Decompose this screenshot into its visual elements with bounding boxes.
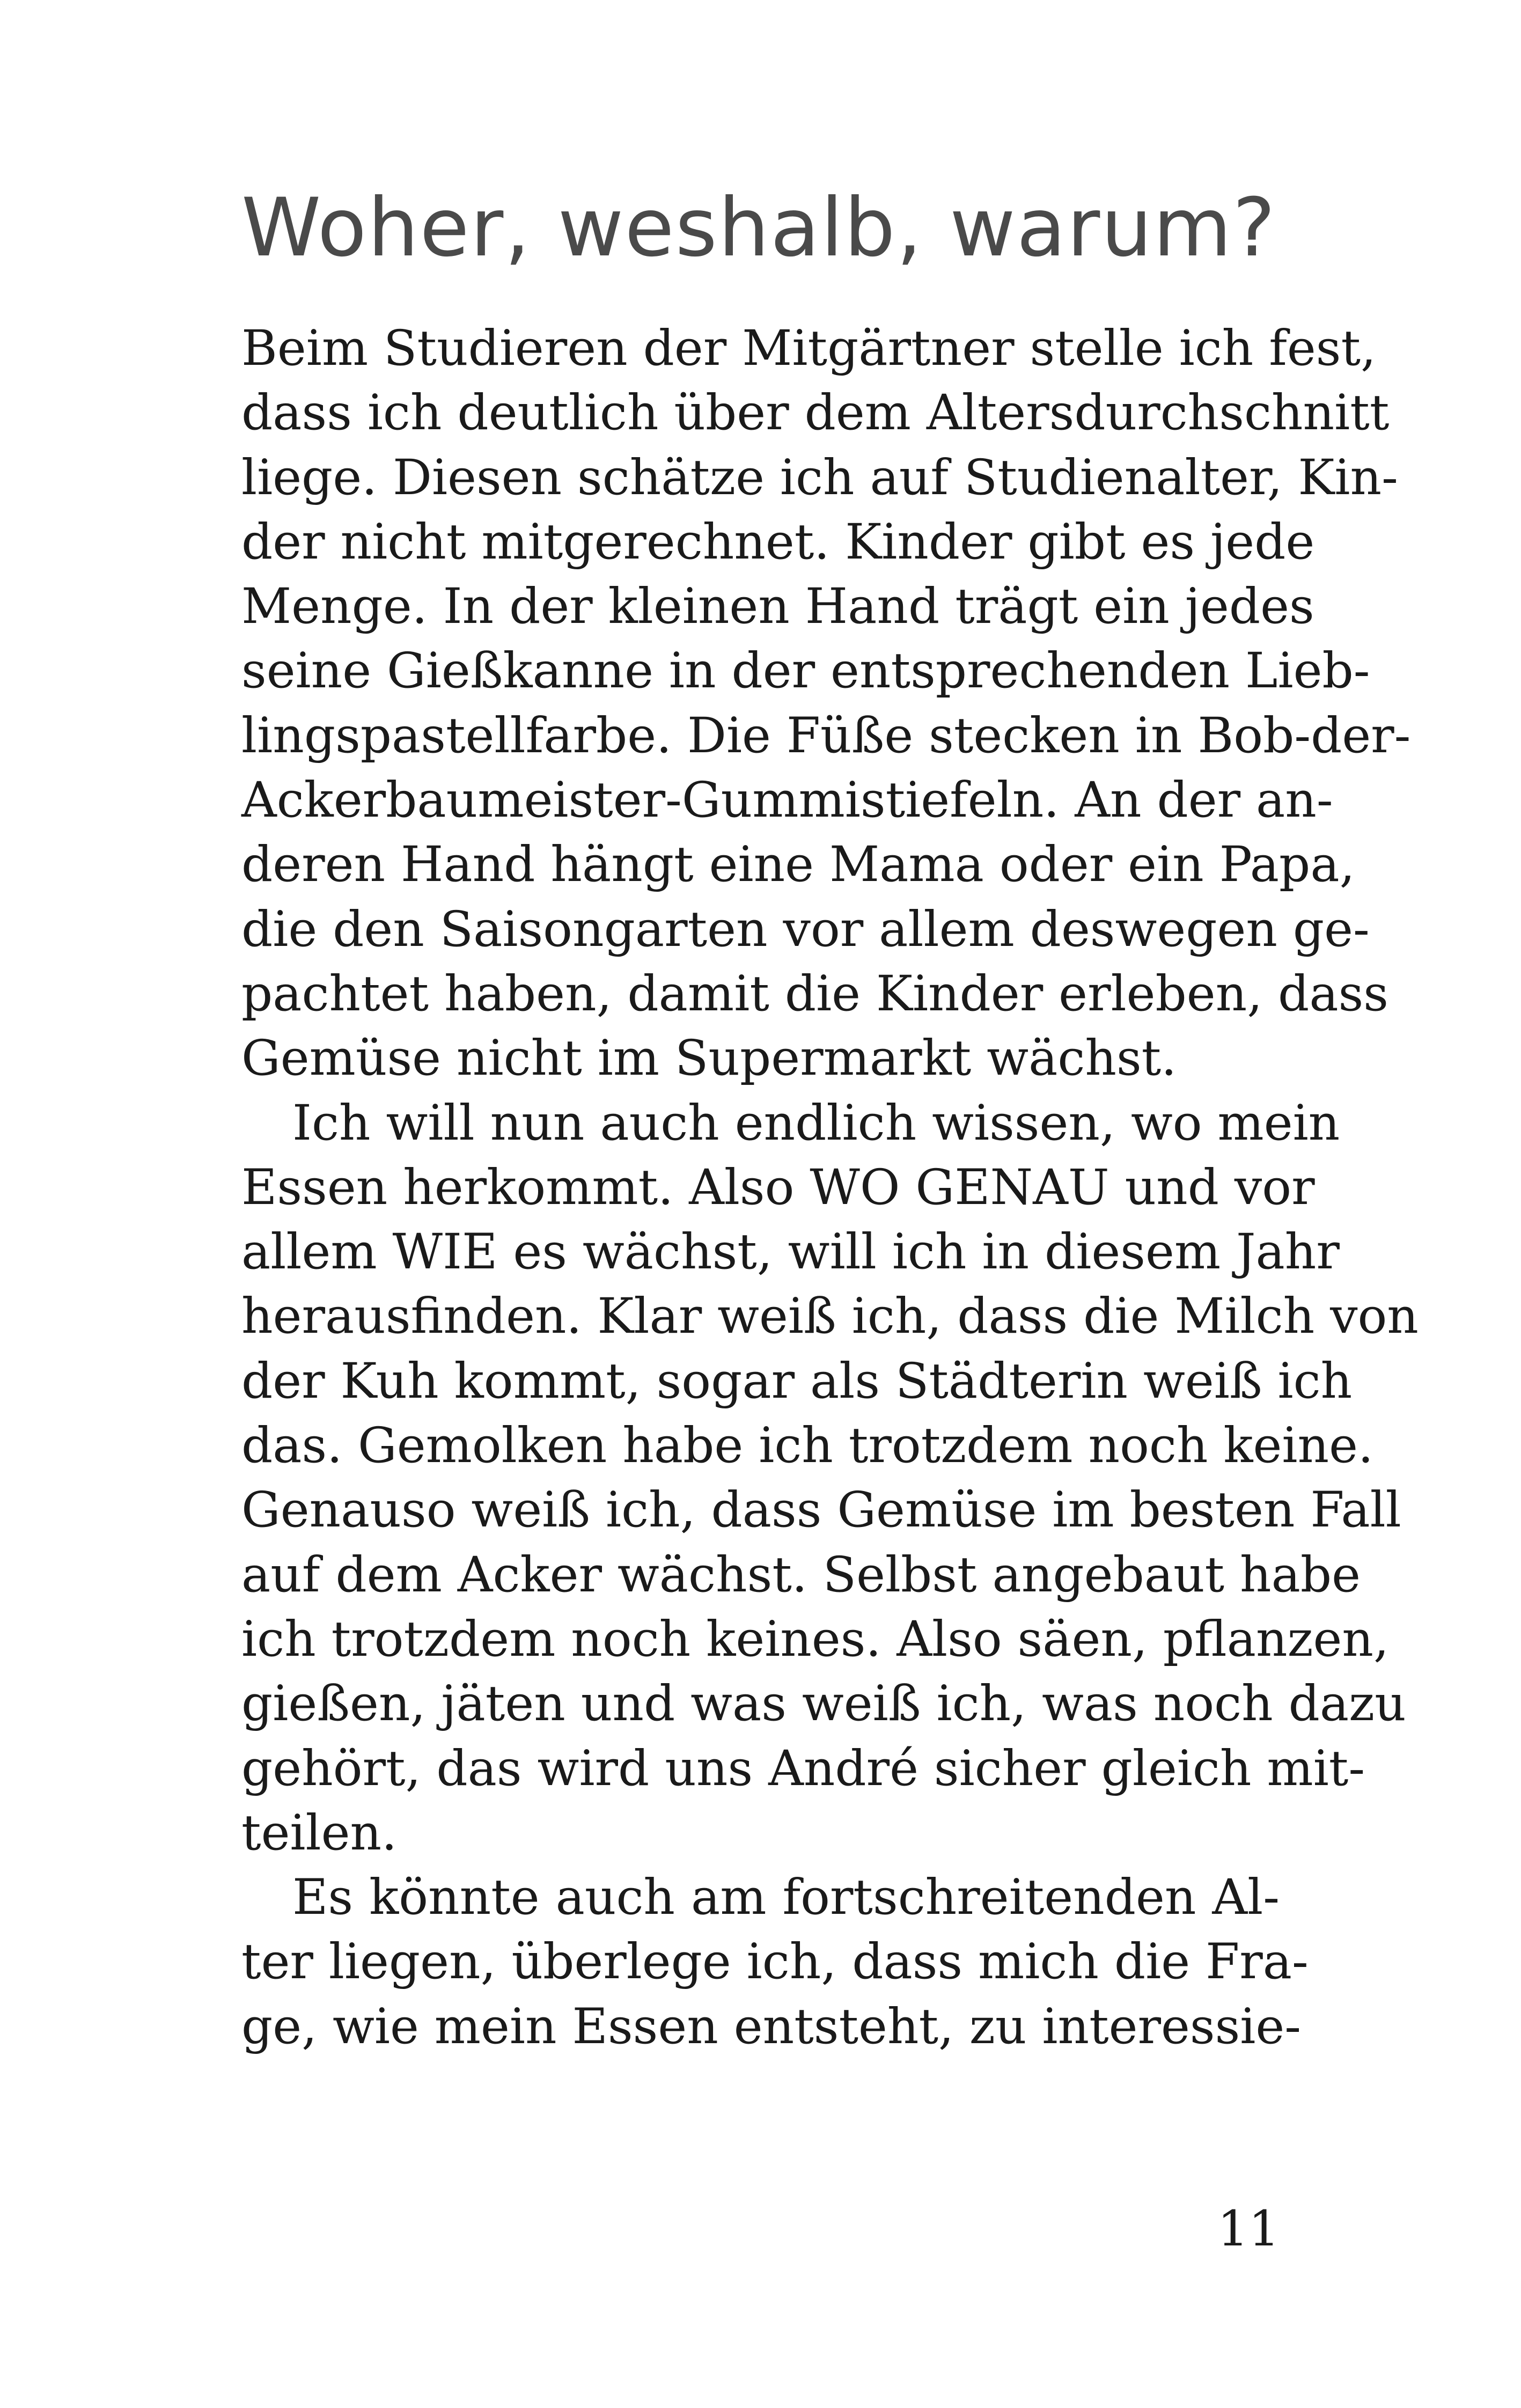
paragraph xyxy=(241,1866,1309,2059)
paragraph xyxy=(241,317,1411,1091)
text-line: lingspastellfarbe. Die Füße stecken in Bob-der- xyxy=(241,707,1411,764)
page-number: 11 xyxy=(1217,2201,1280,2257)
text-line: die den Saisongarten vor allem deswegen ge- xyxy=(241,901,1370,958)
text-line: Menge. In der kleinen Hand trägt ein jedes xyxy=(241,578,1314,635)
text-line: seine Gießkanne in der entsprechenden Lieb- xyxy=(241,643,1370,700)
body-text xyxy=(241,317,1419,2059)
text-line: Genauso weiß ich, dass Gemüse im besten Fall xyxy=(241,1482,1401,1539)
text-line: deren Hand hängt eine Mama oder ein Papa, xyxy=(241,836,1355,893)
text-line: der nicht mitgerechnet. Kinder gibt es jede xyxy=(241,513,1315,570)
text-line: Essen herkommt. Also WO GENAU und vor xyxy=(241,1159,1315,1216)
text-line: allem WIE es wächst, will ich in diesem Jahr xyxy=(241,1224,1340,1281)
text-line: teilen. xyxy=(241,1804,398,1861)
text-line: herausfinden. Klar weiß ich, dass die Milch von xyxy=(241,1288,1419,1345)
chapter-title: Woher, weshalb, warum? xyxy=(241,181,1277,275)
text-line: gehört, das wird uns André sicher gleich mit- xyxy=(241,1740,1365,1797)
text-line: das. Gemolken habe ich trotzdem noch keine. xyxy=(241,1418,1373,1474)
text-line: pachtet haben, damit die Kinder erleben, dass xyxy=(241,965,1388,1022)
text-line: dass ich deutlich über dem Altersdurchschnitt xyxy=(241,385,1390,442)
text-line: Ich will nun auch endlich wissen, wo mein xyxy=(292,1095,1340,1151)
text-line: der Kuh kommt, sogar als Städterin weiß ich xyxy=(241,1353,1353,1409)
text-line: liege. Diesen schätze ich auf Studienalter, Kin- xyxy=(241,449,1398,506)
text-line: gießen, jäten und was weiß ich, was noch dazu xyxy=(241,1676,1406,1732)
text-line: ich trotzdem noch keines. Also säen, pflanzen, xyxy=(241,1611,1389,1668)
text-line: Beim Studieren der Mitgärtner stelle ich fest, xyxy=(241,320,1376,377)
text-line: ge, wie mein Essen entsteht, zu interessie- xyxy=(241,1998,1301,2055)
text-line: Es könnte auch am fortschreitenden Al- xyxy=(292,1869,1280,1926)
paragraph xyxy=(241,1091,1419,1866)
text-line: Gemüse nicht im Supermarkt wächst. xyxy=(241,1030,1177,1087)
text-line: ter liegen, überlege ich, dass mich die Fra- xyxy=(241,1934,1309,1991)
text-line: Ackerbaumeister-Gummistiefeln. An der an- xyxy=(241,772,1333,829)
text-line: auf dem Acker wächst. Selbst angebaut habe xyxy=(241,1546,1361,1603)
